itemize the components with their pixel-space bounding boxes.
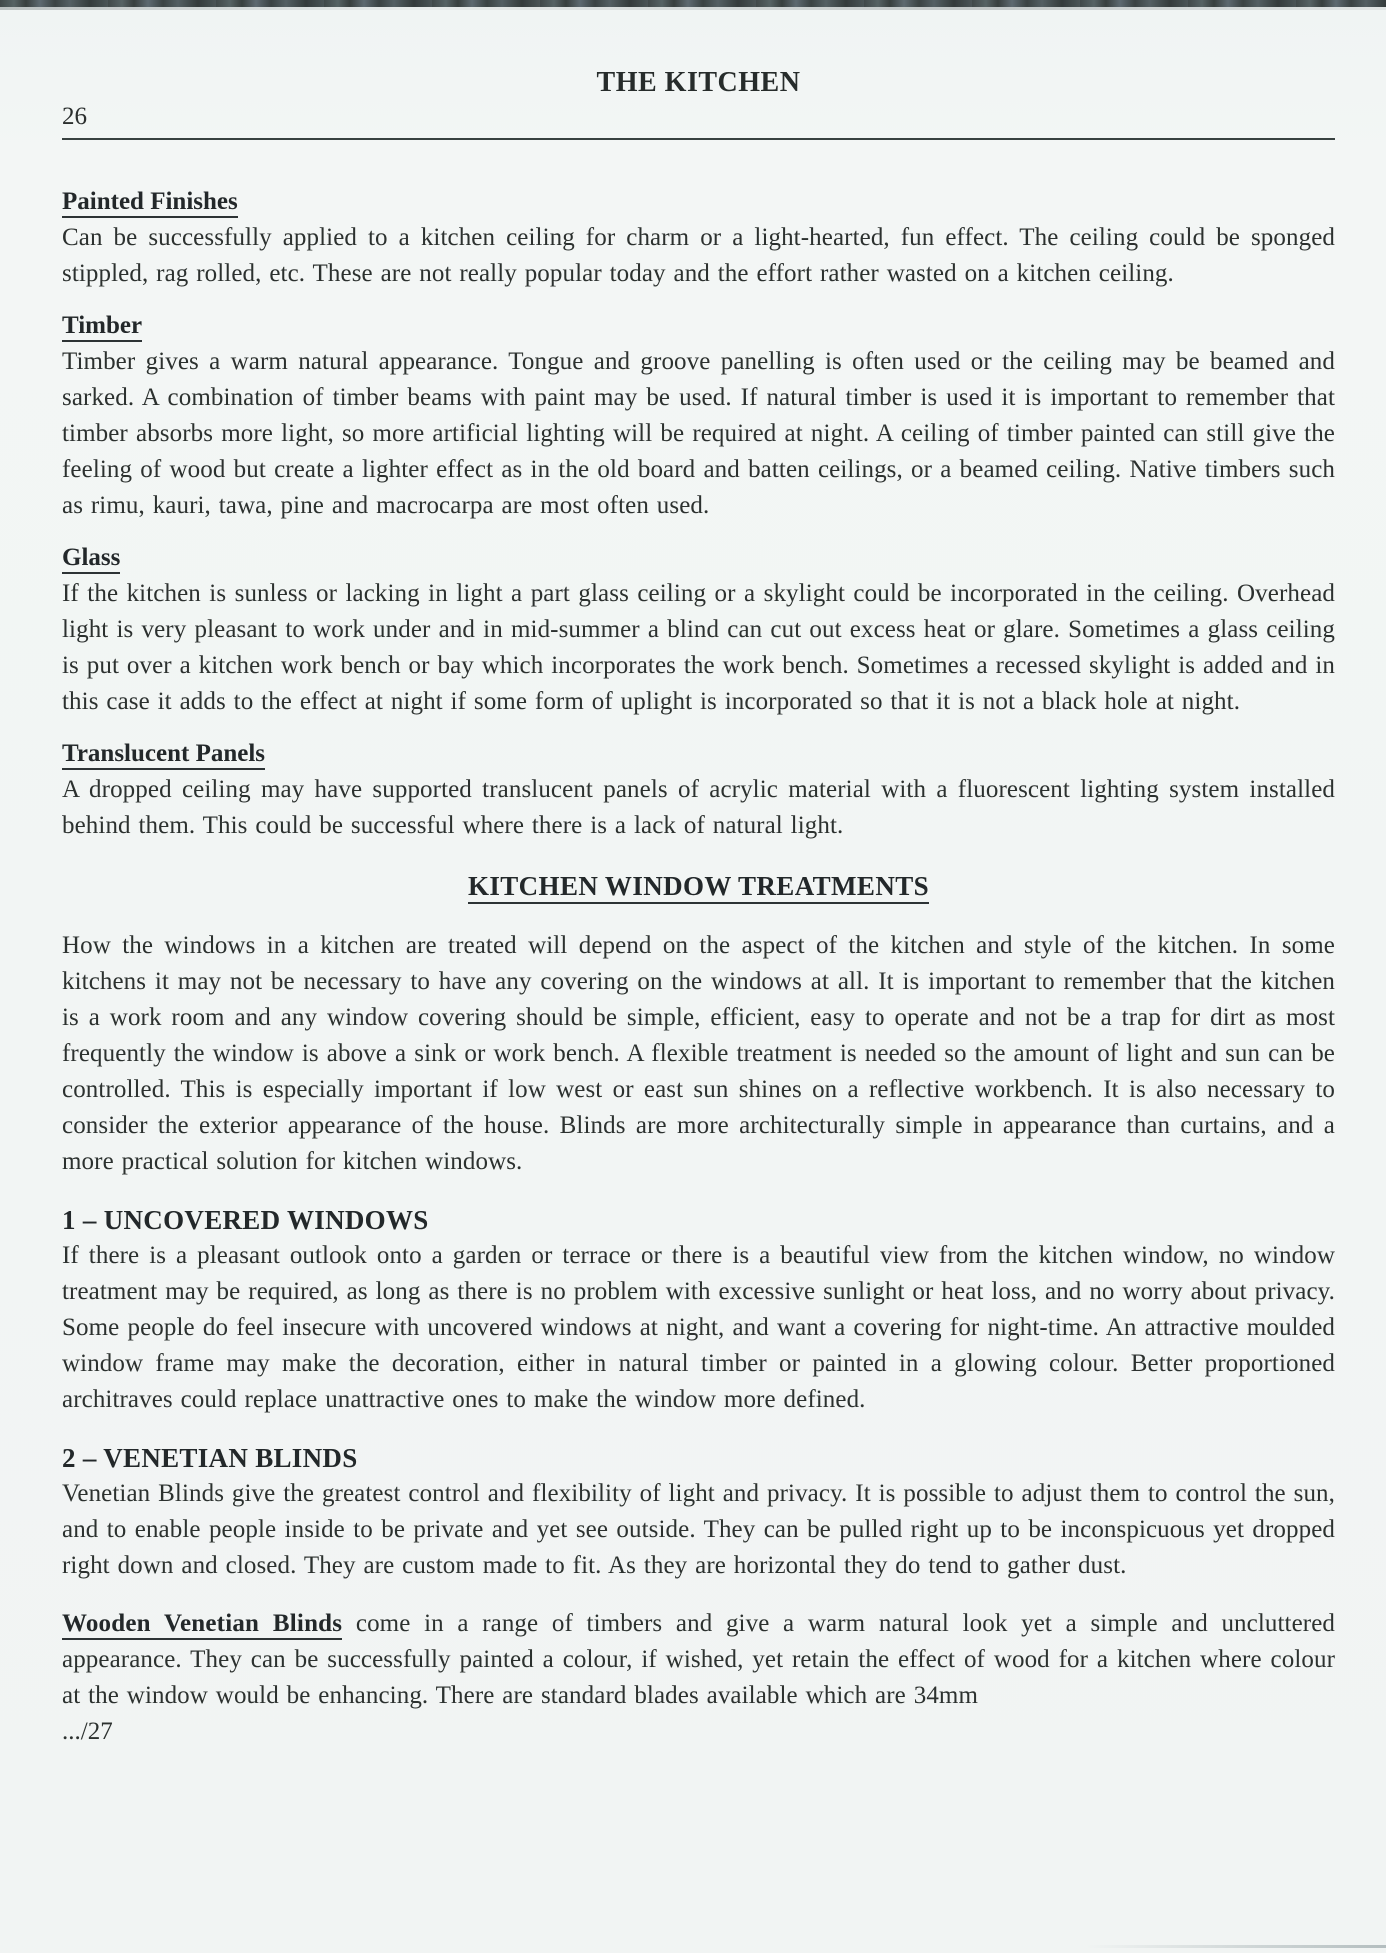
section-heading-translucent-panels: Translucent Panels — [62, 736, 1335, 772]
section-timber — [62, 308, 1335, 524]
section-heading-glass: Glass — [62, 540, 1335, 576]
paragraph-timber: Timber gives a warm natural appearance. Tongue and groove panelling is often used or the ceiling may be beamed and sarked. A combination of timber beams with paint may be used. If natural timber is used it is important to remember that timber absorbs more light, so more artificial lighting will be required at night. A ceiling of timber painted can still give the feeling of wood but create a lighter effect as in the old board and batten ceilings, or a beamed ceiling. Native timbers such as rimu, kauri, tawa, pine and macrocarpa are most often used. — [62, 348, 1335, 519]
heading-kitchen-window-treatments: KITCHEN WINDOW TREATMENTS — [62, 868, 1335, 904]
paragraph-painted-finishes: Can be successfully applied to a kitchen ceiling for charm or a light-hearted, fun effect. The ceiling could be sponged stippled, rag rolled, etc. These are not really popular today and the effort rather wasted on a kitchen ceiling. — [62, 224, 1335, 287]
heading-uncovered-windows: 1 – UNCOVERED WINDOWS — [62, 1205, 429, 1235]
paragraph-translucent-panels: A dropped ceiling may have supported translucent panels of acrylic material with a fluorescent lighting system installed behind them. This could be successful where there is a lack of natural light. — [62, 776, 1335, 839]
section-glass — [62, 540, 1335, 720]
scan-artifact-bottom-edge — [1086, 1945, 1386, 1948]
scan-artifact-top-edge — [0, 0, 1386, 7]
paragraph-glass: If the kitchen is sunless or lacking in light a part glass ceiling or a skylight could be incorporated in the ceiling. Overhead light is very pleasant to work under and in mid-summer a blind can cut out excess heat or glare. Sometimes a glass ceiling is put over a kitchen work bench or bay which incorporates the work bench. Sometimes a recessed skylight is added and in this case it adds to the effect at night if some form of uplight is incorporated so that it is not a black hole at night. — [62, 580, 1335, 715]
wooden-venetian-blinds-text: come in a range of timbers and give a warm natural look yet a simple and uncluttered appearance. They can be successfully painted a colour, if wished, yet retain the effect of wood for a kitchen where colour at the window would be enhancing. There are standard blades available which are 34mm — [62, 1610, 1335, 1709]
paragraph-window-treatments-intro: How the windows in a kitchen are treated will depend on the aspect of the kitchen and style of the kitchen. In some kitchens it may not be necessary to have any covering on the windows at all. It is important to remember that the kitchen is a work room and any window covering should be simple, efficient, easy to operate and not be a trap for dirt as most frequently the window is above a sink or work bench. A flexible treatment is needed so the amount of light and sun can be controlled. This is especially important if low west or east sun shines on a reflective workbench. It is also necessary to consider the exterior appearance of the house. Blinds are more architecturally simple in appearance than curtains, and a more practical solution for kitchen windows. — [62, 932, 1335, 1175]
section-heading-painted-finishes: Painted Finishes — [62, 184, 1335, 220]
heading-venetian-blinds: 2 – VENETIAN BLINDS — [62, 1443, 358, 1473]
header-rule — [62, 138, 1335, 140]
section-heading-timber: Timber — [62, 308, 1335, 344]
section-uncovered-windows — [62, 1202, 1335, 1418]
paragraph-venetian-blinds: Venetian Blinds give the greatest control and flexibility of light and privacy. It is possible to adjust them to control the sun, and to enable people inside to be private and yet see outside. They can be pulled right up to be inconspicuous yet dropped right down and closed. They are custom made to fit. As they are horizontal they do tend to gather dust. — [62, 1480, 1335, 1579]
section-venetian-blinds — [62, 1440, 1335, 1584]
paragraph-wooden-venetian-blinds — [62, 1606, 1335, 1714]
page-content — [0, 66, 1386, 1750]
page-title: THE KITCHEN — [596, 67, 801, 98]
paragraph-uncovered-windows: If there is a pleasant outlook onto a garden or terrace or there is a beautiful view from the kitchen window, no window treatment may be required, as long as there is no problem with excessive sunlight or heat loss, and no worry about privacy. Some people do feel insecure with uncovered windows at night, and want a covering for night-time. An attractive moulded window frame may make the decoration, either in natural timber or painted in a glowing colour. Better proportioned architraves could replace unattractive ones to make the window more defined. — [62, 1242, 1335, 1413]
section-translucent-panels — [62, 736, 1335, 844]
page-number: 26 — [62, 103, 87, 130]
wooden-venetian-blinds-lead: Wooden Venetian Blinds — [62, 1610, 342, 1640]
page-continuation-marker: .../27 — [62, 1718, 113, 1745]
section-painted-finishes — [62, 184, 1335, 292]
